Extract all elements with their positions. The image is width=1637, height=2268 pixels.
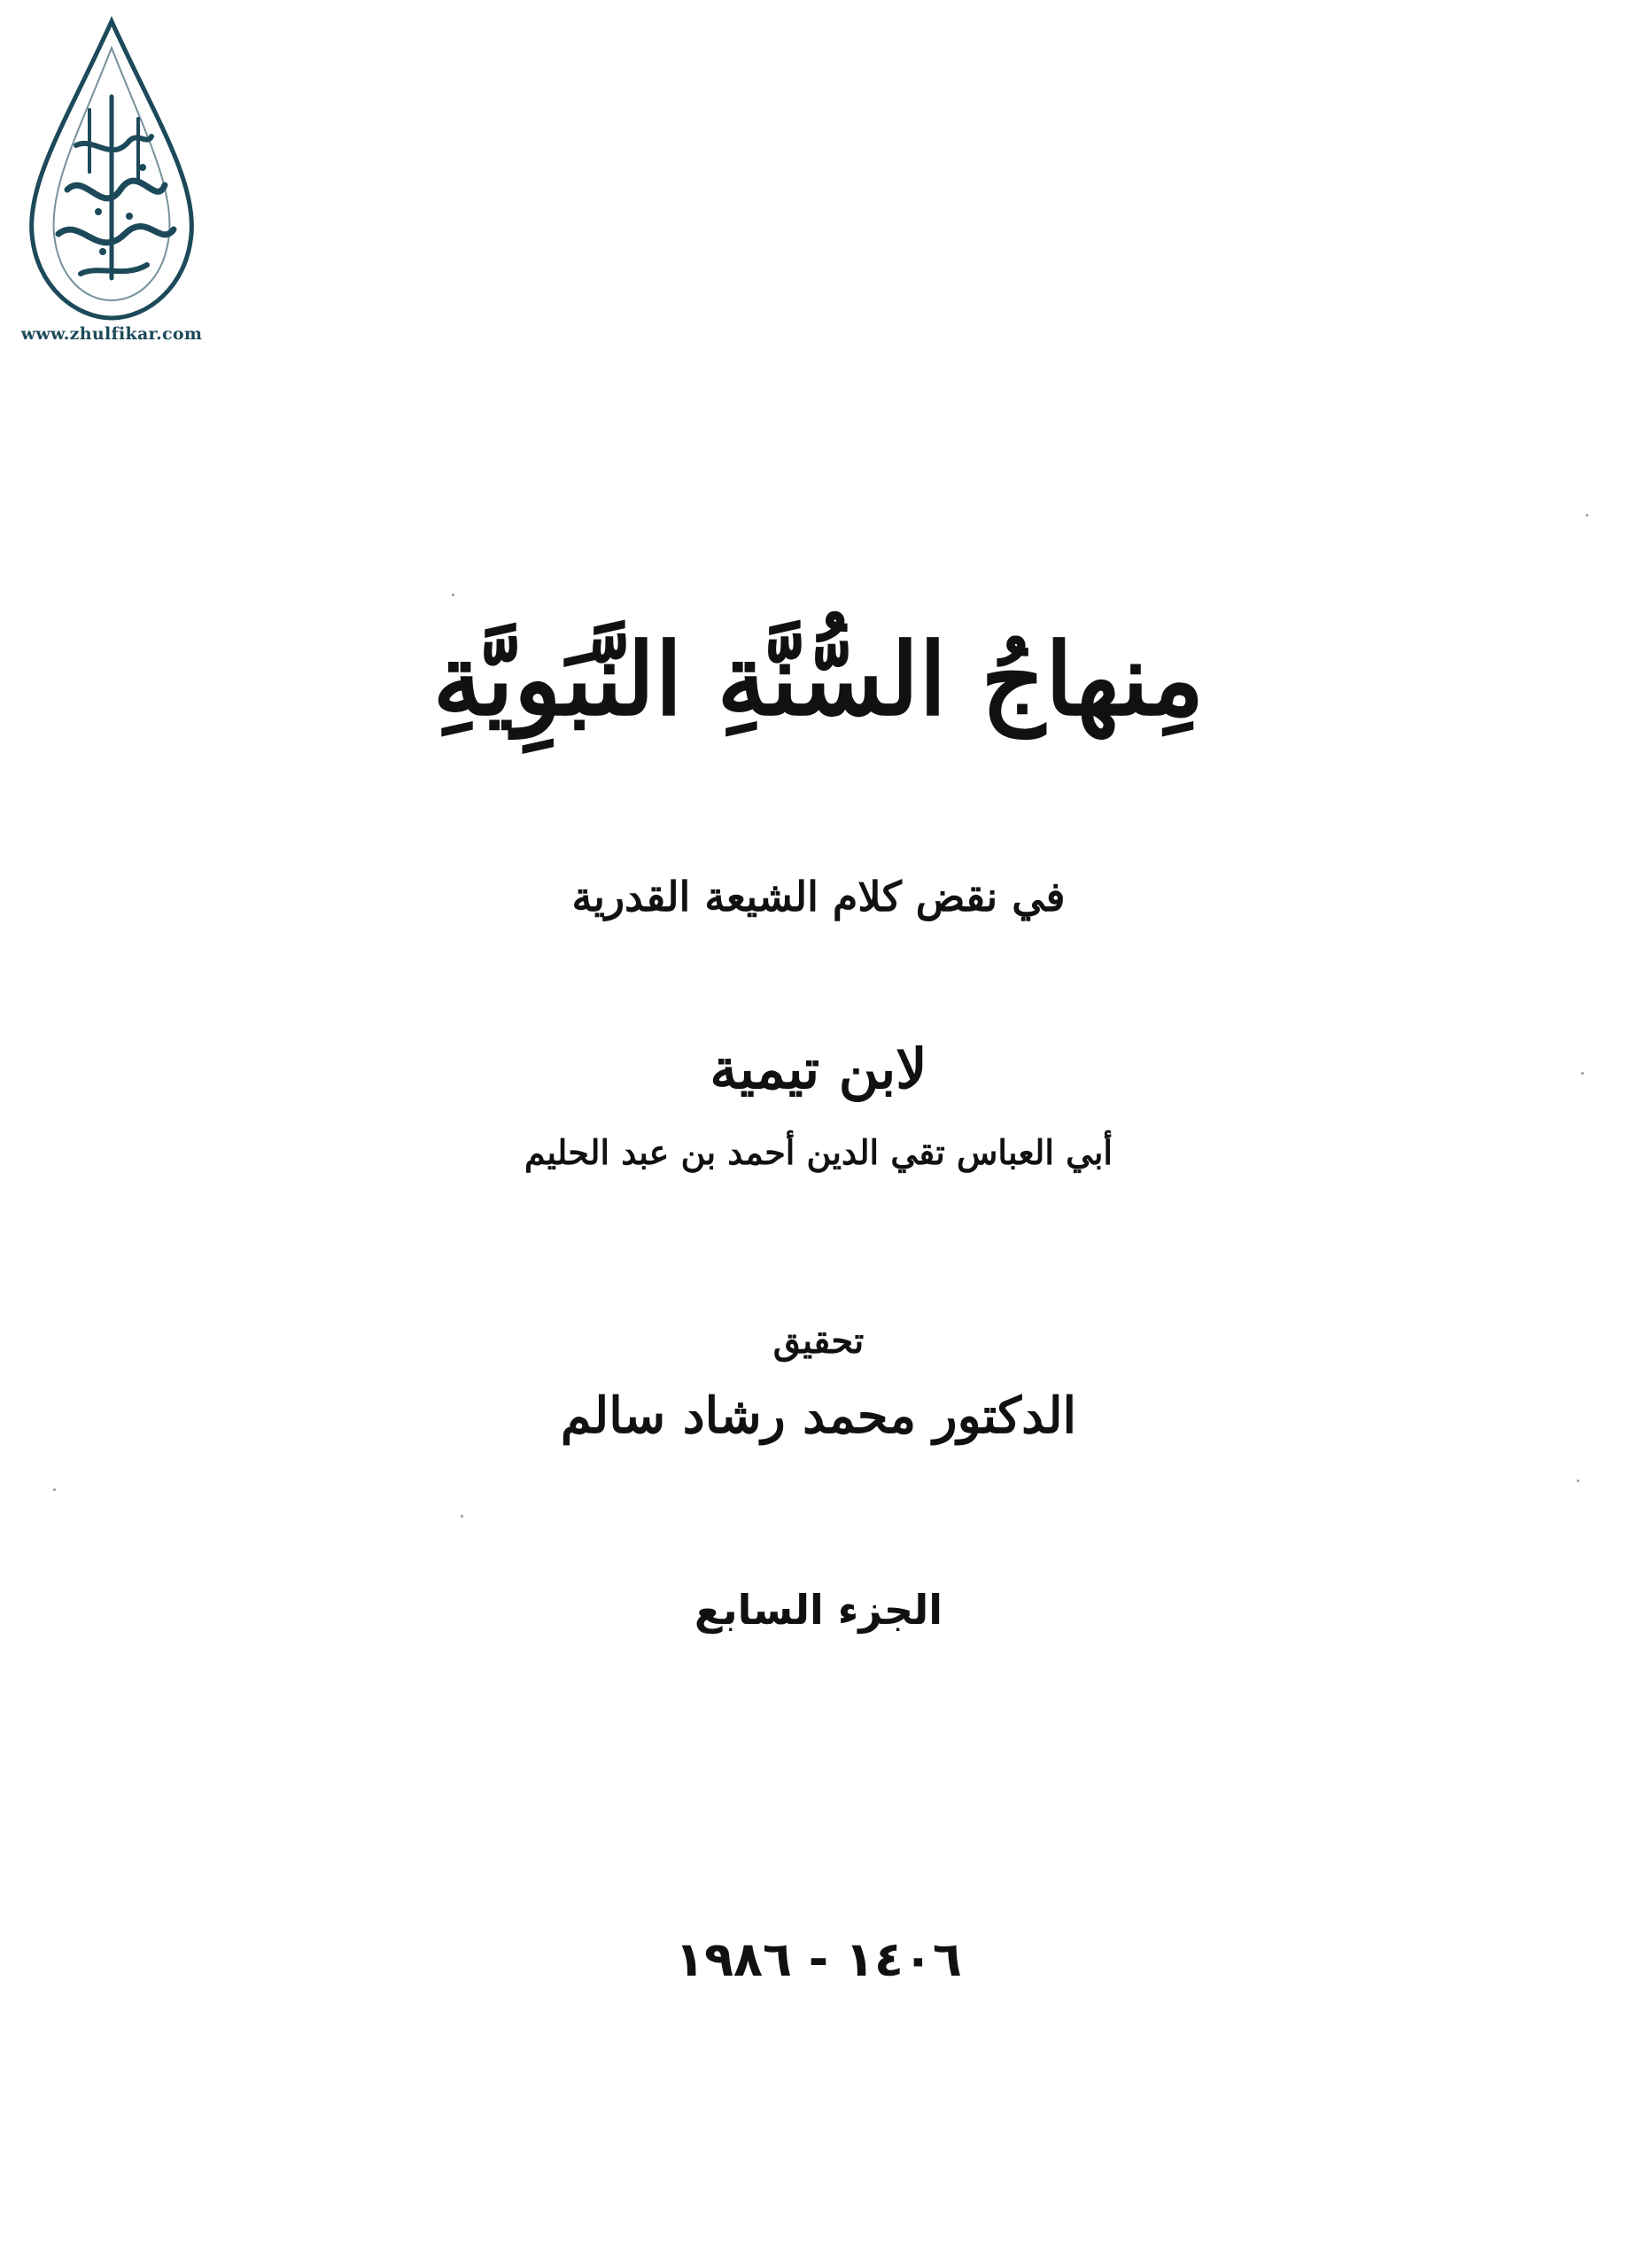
volume-label: الجزء السابع <box>694 1586 943 1634</box>
publisher-logo <box>14 12 209 344</box>
book-subtitle: في نقض كلام الشيعة القدرية <box>571 873 1066 920</box>
calligraphy-emblem-icon <box>14 12 209 322</box>
scan-speck <box>1586 514 1588 517</box>
publication-date: ١٤٠٦ - ١٩٨٦ <box>675 1931 962 1987</box>
author-full-name: أبي العباس تقي الدين أحمد بن عبد الحليم <box>524 1132 1113 1172</box>
scan-speck <box>53 1488 56 1491</box>
tahqiq-label: تحقيق <box>772 1320 865 1362</box>
scan-speck <box>1581 1072 1584 1075</box>
logo-website-text: www.zhulfikar.com <box>20 324 203 344</box>
scan-speck <box>1577 1480 1579 1482</box>
editor-name: الدكتور محمد رشاد سالم <box>560 1386 1077 1445</box>
scan-speck <box>452 594 454 596</box>
author-name: لابن تيمية <box>710 1037 927 1101</box>
scan-speck <box>461 1515 463 1518</box>
book-title: مِنهاجُ السُّنَّةِ النَّبَوِيَّةِ <box>432 622 1205 738</box>
